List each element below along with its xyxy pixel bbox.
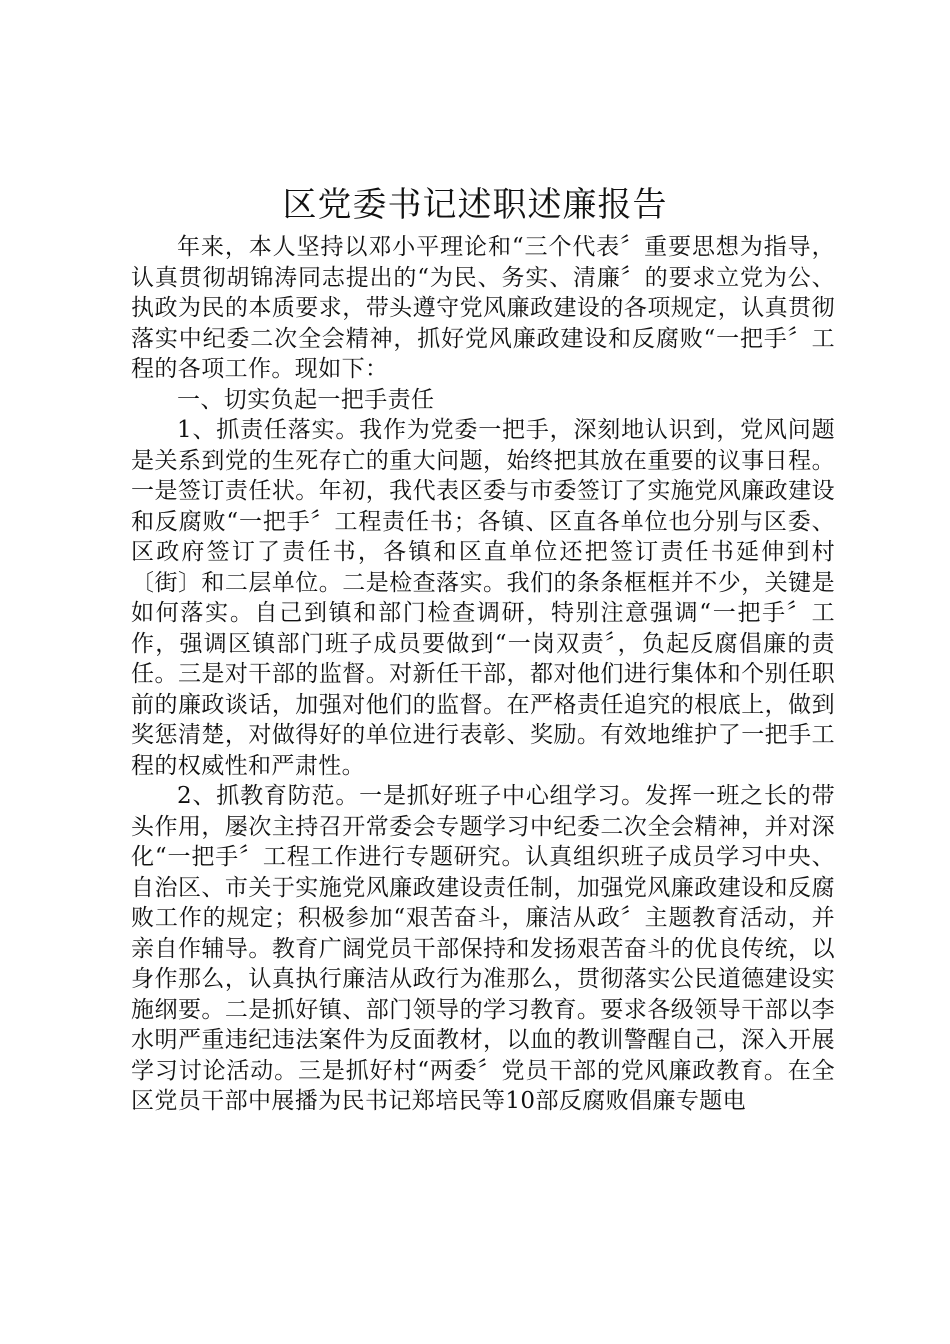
document-title: 区党委书记述职述廉报告	[282, 185, 668, 225]
document-body	[131, 232, 835, 1117]
paragraph-education: 2、抓教育防范。一是抓好班子中心组学习。发挥一班之长的带头作用，屡次主持召开常委会专题学习中纪委二次全会精神，并对深化“一把手〞工程工作进行专题研究。认真组织班子成员学习中央、自治区、市关于实施党风廉政建设责任制，加强党风廉政建设和反腐败工作的规定；积极参加“艰苦奋斗，廉洁从政〞主题教育活动，并亲自作辅导。教育广阔党员干部保持和发扬艰苦奋斗的优良传统，以身作那么，认真执行廉洁从政行为准那么，贯彻落实公民道德建设实施纲要。二是抓好镇、部门领导的学习教育。要求各级领导干部以李水明严重违纪违法案件为反面教材，以血的教训警醒自己，深入开展学习讨论活动。三是抓好村“两委〞党员干部的党风廉政教育。在全区党员干部中展播为民书记郑培民等10部反腐败倡廉专题电	[131, 783, 835, 1114]
paragraph-intro: 年来，本人坚持以邓小平理论和“三个代表〞重要思想为指导，认真贯彻胡锦涛同志提出的“为民、务实、清廉〞的要求立党为公、执政为民的本质要求，带头遵守党风廉政建设的各项规定，认真贯彻落实中纪委二次全会精神，抓好党风廉政建设和反腐败“一把手〞工程的各项工作。现如下：	[131, 234, 835, 382]
paragraph-responsibility: 1、抓责任落实。我作为党委一把手，深刻地认识到，党风问题是关系到党的生死存亡的重大问题，始终把其放在重要的议事日程。一是签订责任状。年初，我代表区委与市委签订了实施党风廉政建设和反腐败“一把手〞工程责任书；各镇、区直各单位也分别与区委、区政府签订了责任书，各镇和区直单位还把签订责任书延伸到村〔街〕和二层单位。二是检查落实。我们的条条框框并不少，关键是如何落实。自己到镇和部门检查调研，特别注意强调“一把手〞工作，强调区镇部门班子成员要做到“一岗双责〞，负起反腐倡廉的责任。三是对干部的监督。对新任干部，都对他们进行集体和个别任职前的廉政谈话，加强对他们的监督。在严格责任追究的根底上，做到奖惩清楚，对做得好的单位进行表彰、奖励。有效地维护了一把手工程的权威性和严肃性。	[131, 417, 835, 779]
section-heading-1: 一、切实负起一把手责任	[177, 386, 435, 413]
